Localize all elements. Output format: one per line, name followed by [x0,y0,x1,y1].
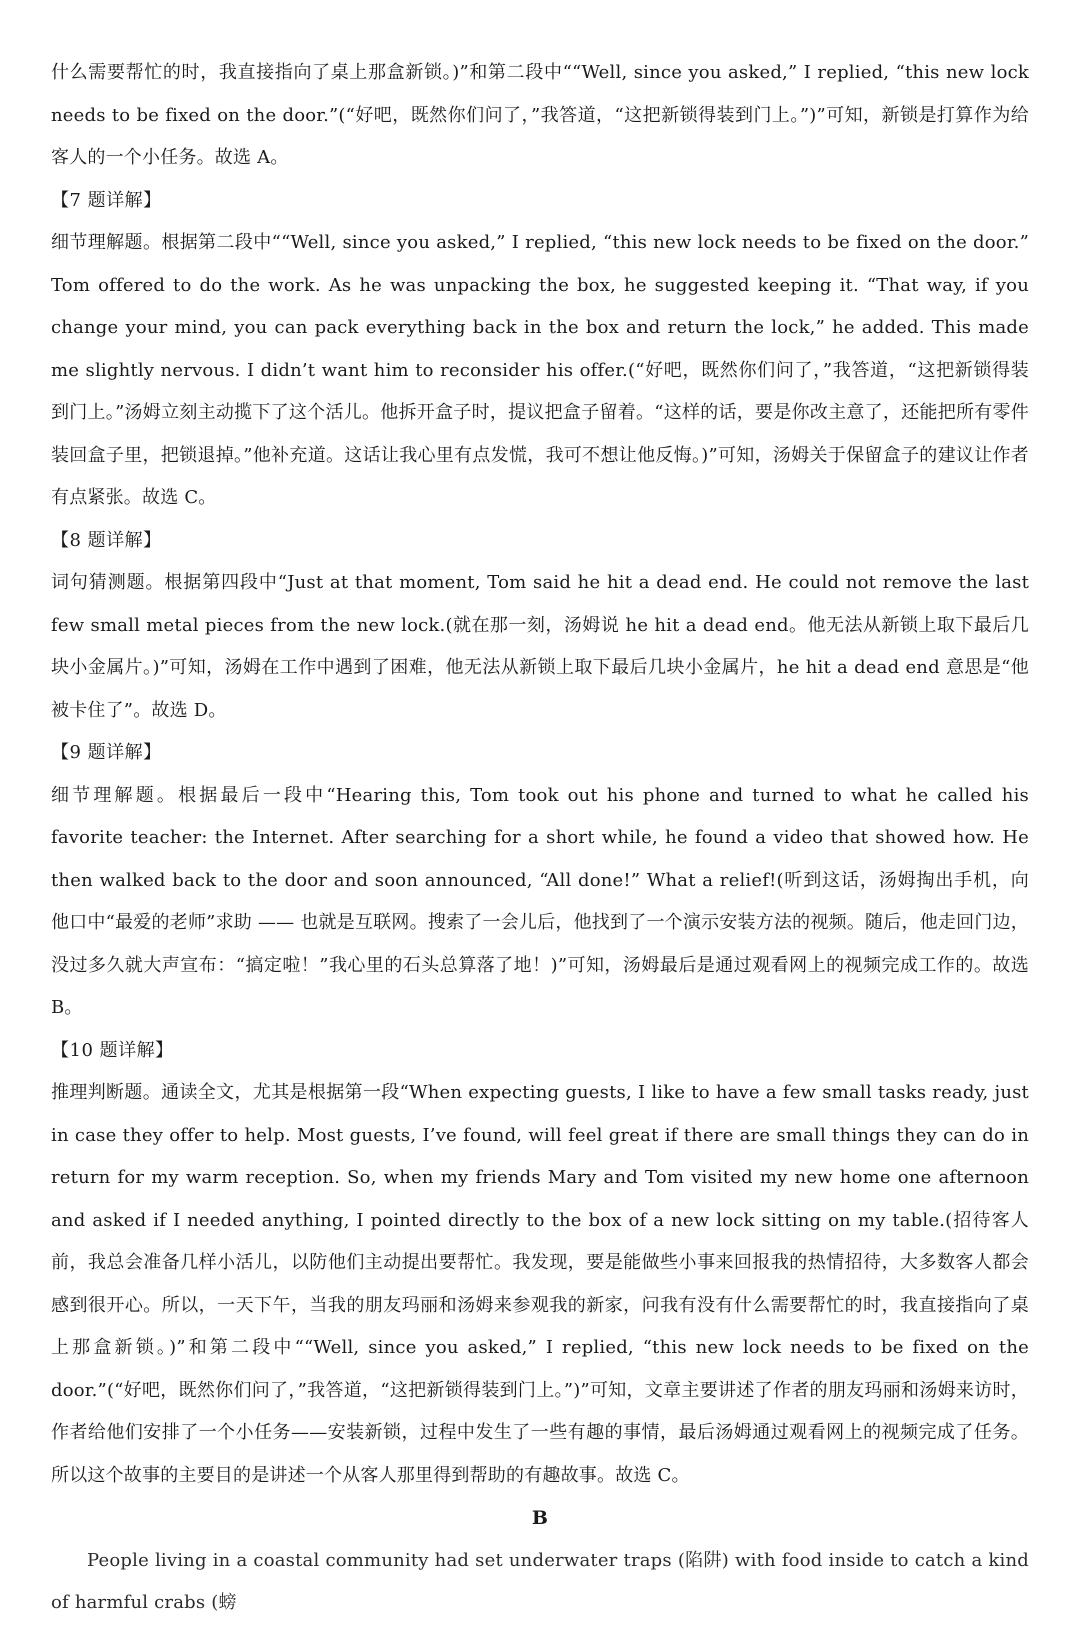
q9-heading: 【9 题详解】 [51,742,162,763]
q7-heading: 【7 题详解】 [51,189,162,211]
q9-explanation: 细节理解题。根据最后一段中“Hearing this, Tom took out his phone and turned to what he called his favorite teacher: the Internet. After searching for a short while, he found a video that showed how. He then walked back to the door and soon announced, “All done!” What a relief!(听到这话，汤姆掏出手机，向他口中“最爱的老师”求助 —— 也就是互联网。搜索了一会儿后，他找到了一个演示安装方法的视频。随后，他走回门边，没过多久就大声宣布：“搞定啦！”我心里的石头总算落了地！)”可知，汤姆最后是通过观看网上的视频完成工作的。故选 B。 [51,784,1029,1018]
section-b-opening: People living in a coastal community had set underwater traps (陷阱) with food inside to catch a kind of harmful crabs (螃 [51,1549,1029,1613]
q10-explanation: 推理判断题。通读全文，尤其是根据第一段“When expecting guests, I like to have a few small tasks ready, just in case they offer to help. Most guests, I’ve found, will feel great if there are small things they can do in return for my warm reception. So, when my friends Mary and Tom visited my new home one afternoon and asked if I needed anything, I pointed directly to the box of a new lock sitting on my table.(招待客人前，我总会准备几样小活儿，以防他们主动提出要帮忙。我发现，要是能做些小事来回报我的热情招待，大多数客人都会感到很开心。所以，一天下午，当我的朋友玛丽和汤姆来参观我的新家，问我有没有什么需要帮忙的时，我直接指向了桌上那盒新锁。)”和第二段中““Well, since you asked,” I replied, “this new lock needs to be fixed on the door.”(“好吧，既然你们问了，”我答道，“这把新锁得装到门上。”)”可知，文章主要讲述了作者的朋友玛丽和汤姆来访时，作者给他们安排了一个小任务——安装新锁，过程中发生了一些有趣的事情，最后汤姆通过观看网上的视频完成了任务。所以这个故事的主要目的是讲述一个从客人那里得到帮助的有趣故事。故选 C。 [51,1082,1029,1486]
continuation-paragraph: 什么需要帮忙的时，我直接指向了桌上那盒新锁。)”和第二段中““Well, since you asked,” I replied, “this new lock needs to be fixed on the door.”(“好吧，既然你们问了，”我答道，“这把新锁得装到门上。”)”可知，新锁是打算作为给客人的一个小任务。故选 A。 [51,62,1029,168]
q8-explanation: 词句猜测题。根据第四段中“Just at that moment, Tom said he hit a dead end. He could not remove the last few small metal pieces from the new lock.(就在那一刻，汤姆说 he hit a dead end。他无法从新锁上取下最后几块小金属片。)”可知，汤姆在工作中遇到了困难，他无法从新锁上取下最后几块小金属片，he hit a dead end 意思是“他被卡住了”。故选 D。 [51,572,1029,721]
section-b-heading: B [531,1507,549,1529]
q10-heading: 【10 题详解】 [51,1039,174,1061]
q7-explanation: 细节理解题。根据第二段中““Well, since you asked,” I replied, “this new lock needs to be fixed on the door.” Tom offered to do the work. As he was unpacking the box, he suggested keeping it. “That way, if you change your mind, you can pack everything back in the box and return the lock,” he added. This made me slightly nervous. I didn’t want him to reconsider his offer.(“好吧，既然你们问了，”我答道，“这把新锁得装到门上。”汤姆立刻主动揽下了这个活儿。他拆开盒子时，提议把盒子留着。“这样的话，要是你改主意了，还能把所有零件装回盒子里，把锁退掉。”他补充道。这话让我心里有点发慌，我可不想让他反悔。)”可知，汤姆关于保留盒子的建议让作者有点紧张。故选 C。 [51,232,1029,508]
q8-heading: 【8 题详解】 [51,529,162,551]
